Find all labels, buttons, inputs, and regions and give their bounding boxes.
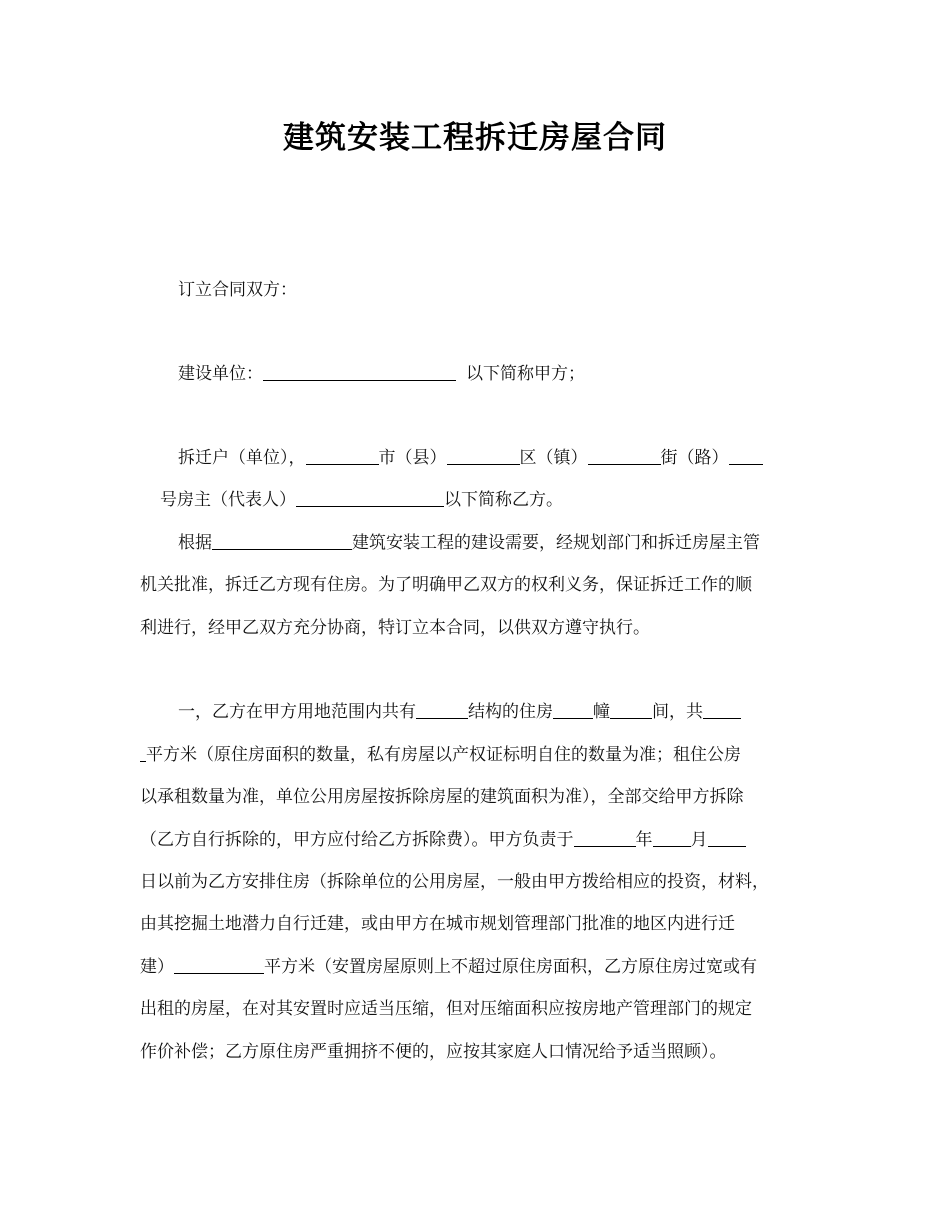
intro-line (178, 279, 297, 301)
basis-line-1 (178, 532, 760, 554)
clause1-text-2: 平方米（原住房面积的数量，私有房屋以产权证标明自住的数量为准；租住公房 (146, 745, 741, 765)
number-blank[interactable] (729, 447, 763, 465)
party-b-line-1 (178, 447, 763, 469)
month-blank[interactable] (653, 829, 691, 847)
district-blank[interactable] (447, 447, 520, 465)
clause1-line-7 (140, 956, 757, 978)
basis-line-3: 利进行，经甲乙双方充分协商，特订立本合同，以供双方遵守执行。 (140, 618, 650, 638)
clause1-text-4c: 月 (690, 830, 708, 850)
total-area-blank-1[interactable] (703, 701, 741, 719)
clause1-line-5: 日以前为乙方安排住房（拆除单位的公用房屋，一般由甲方拨给相应的投资，材料， (140, 872, 769, 892)
clause1-text-7b: 平方米（安置房屋原则上不超过原住房面积，乙方原住房过宽或有 (264, 957, 757, 977)
rooms-blank[interactable] (610, 701, 652, 719)
buildings-blank[interactable] (553, 701, 593, 719)
clause1-line-1 (178, 701, 741, 723)
clause1-text-1b: 结构的住房 (468, 702, 553, 722)
clause1-text-1c: 幢 (593, 702, 610, 722)
party-b-text-6: 以下简称乙方。 (444, 490, 563, 510)
clause1-text-1a: 一，乙方在甲方用地范围内共有 (178, 702, 416, 722)
party-a-label: 建设单位： (178, 364, 263, 384)
intro-text: 订立合同双方： (178, 280, 297, 300)
party-b-text-2: 市（县） (378, 448, 447, 468)
party-b-text-1: 拆迁户（单位）， (178, 448, 306, 468)
party-b-text-3: 区（镇） (519, 448, 588, 468)
structure-blank[interactable] (416, 701, 468, 719)
resettle-area-blank[interactable] (174, 956, 264, 974)
clause1-line-3: 以承租数量为准，单位公用房屋按拆除房屋的建筑面积为准），全部交给甲方拆除 (140, 787, 744, 807)
basis-line-2: 机关批准，拆迁乙方现有住房。为了明确甲乙双方的权利义务，保证拆迁工作的顺 (140, 575, 752, 595)
party-b-text-4: 街（路） (660, 448, 729, 468)
street-blank[interactable] (588, 447, 661, 465)
clause1-line-8: 出租的房屋，在对其安置时应适当压缩，但对压缩面积应按房地产管理部门的规定 (140, 999, 752, 1019)
party-b-text-5: 号房主（代表人） (160, 490, 296, 510)
clause1-line-9: 作价补偿；乙方原住房严重拥挤不便的，应按其家庭人口情况给予适当照顾）。 (140, 1042, 727, 1062)
clause1-text-1d: 间，共 (652, 702, 703, 722)
clause1-text-4b: 年 (635, 830, 653, 850)
party-a-line (178, 363, 585, 385)
clause1-line-6: 由其挖掘土地潜力自行迁建，或由甲方在城市规划管理部门批准的地区内进行迁 (140, 914, 735, 934)
owner-blank[interactable] (296, 489, 444, 507)
clause1-line-4 (140, 829, 746, 851)
party-a-blank[interactable] (263, 363, 456, 381)
clause1-line-2 (140, 744, 741, 766)
clause1-text-4a: （乙方自行拆除的，甲方应付给乙方拆除费）。甲方负责于 (140, 830, 574, 850)
party-a-suffix: 以下简称甲方； (466, 364, 585, 384)
party-b-line-2 (160, 489, 563, 511)
clause1-text-7a: 建） (140, 957, 174, 977)
project-blank[interactable] (212, 532, 352, 550)
year-blank[interactable] (574, 829, 636, 847)
day-blank[interactable] (708, 829, 746, 847)
document-title: 建筑安装工程拆迁房屋合同 (283, 120, 667, 156)
city-blank[interactable] (306, 447, 379, 465)
basis-text-1: 根据 (178, 533, 212, 553)
basis-text-2: 建筑安装工程的建设需要，经规划部门和拆迁房屋主管 (352, 533, 760, 553)
